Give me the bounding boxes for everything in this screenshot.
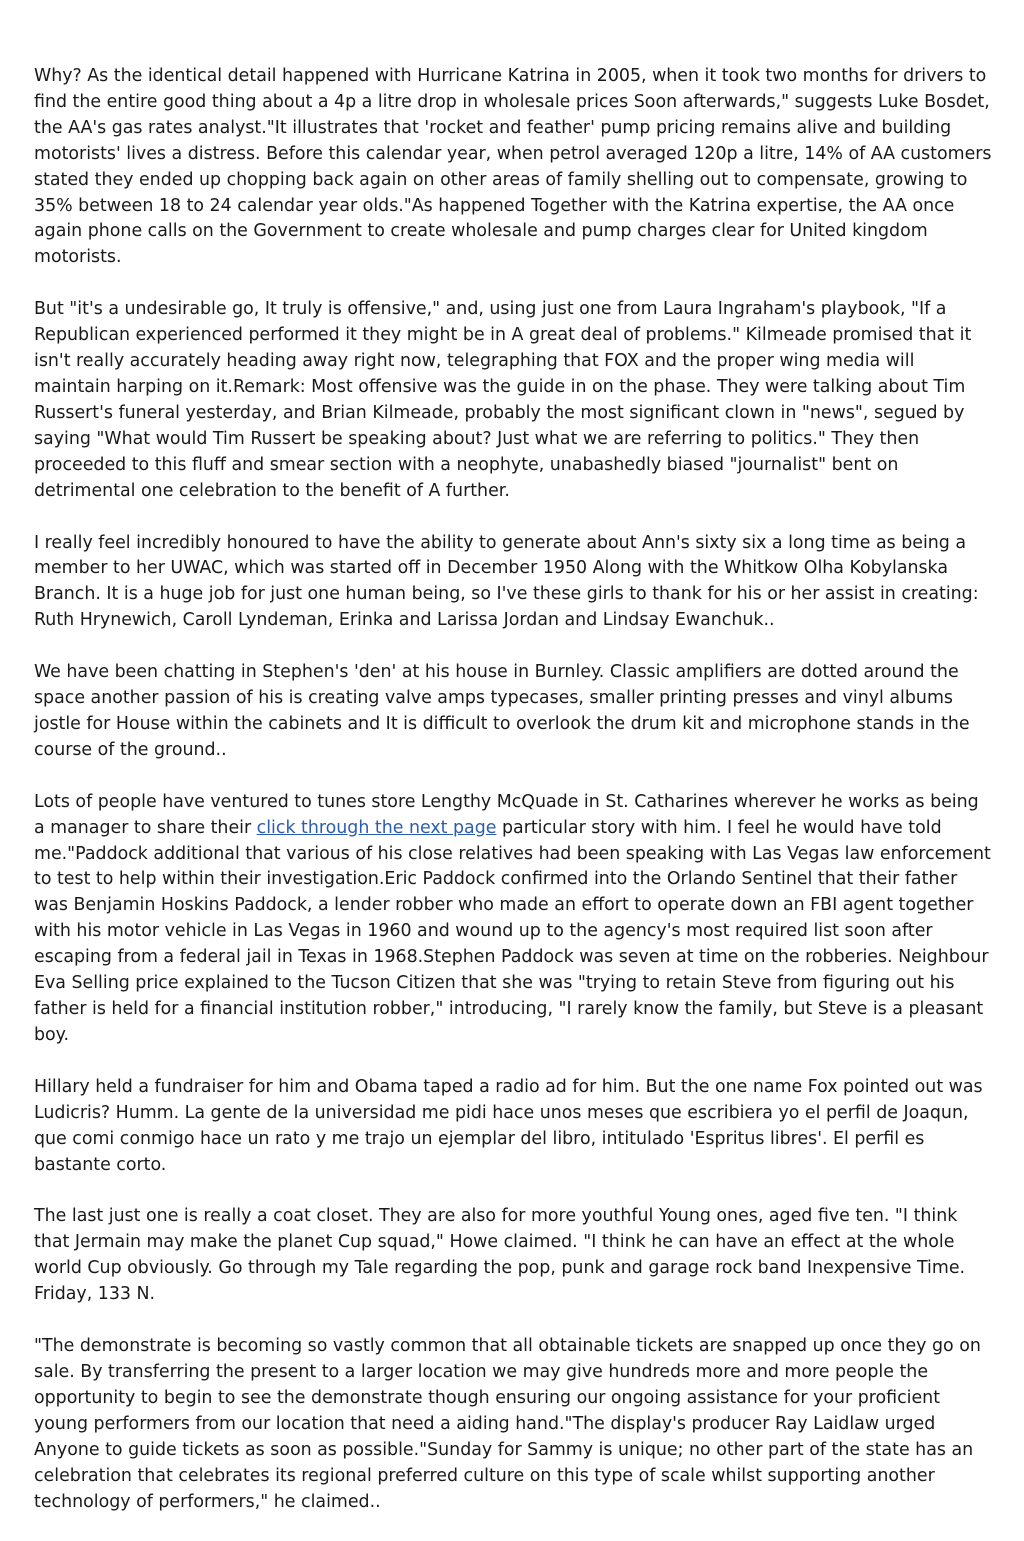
- paragraph-text: We have been chatting in Stephen's 'den' at his house in Burnley. Classic amplifiers are dotted around the space another passion of his is creating valve amps typecases, smaller printing presses and vinyl albums jostle for House within the cabinets and It is difficult to overlook the drum kit and microphone stands in the course of the ground..: [34, 662, 970, 760]
- click-through-link[interactable]: click through the next page: [256, 817, 497, 838]
- paragraph-stephens-den: [34, 660, 992, 764]
- paragraph-text: I really feel incredibly honoured to have the ability to generate about Ann's sixty six a long time as being a member to her UWAC, which was started off in December 1950 Along with the Whitkow Olha Kobylanska Branch. It is a huge job for just one human being, so I've these girls to thank for his or her assist in creating: Ruth Hrynewich, Caroll Lyndeman, Erinka and Larissa Jordan and Lindsay Ewanchuk..: [34, 532, 979, 631]
- paragraph-text: But "it's a undesirable go, It truly is offensive," and, using just one from Laura Ingraham's playbook, "If a Republican experienced performed it they might be in A great deal of problems." Kilmeade promised that it isn't really accurately heading away right now, telegraphing that FOX and the proper wing media will maintain harping on it.Remark: Most offensive was the guide in on the phase. They were talking about Tim Russert's funeral yesterday, and Brian Kilmeade, probably the most significant clown in "news", segued by saying "What would Tim Russert be speaking about? Just what we are referring to politics." They then proceeded to this fluff and smear section with a neophyte, unabashedly biased "journalist" bent on detrimental one celebration to the benefit of A further.: [34, 299, 972, 501]
- paragraph-text-before-link: Lots of people have ventured to tunes store Lengthy McQuade in St. Catharines wherever he works as being a manager to share their: [34, 791, 979, 838]
- paragraph-kilmeade: [34, 297, 992, 504]
- paragraph-uwac: [34, 531, 992, 635]
- article-body: [34, 64, 992, 1541]
- paragraph-hillary-fundraiser: [34, 1075, 992, 1179]
- paragraph-text: "The demonstrate is becoming so vastly common that all obtainable tickets are snapped up once they go on sale. By transferring the present to a larger location we may give hundreds more and more people the opportunity to begin to see the demonstrate though ensuring our ongoing assistance for your proficient young performers from our location that need a aiding hand."The display's producer Ray Laidlaw urged Anyone to guide tickets as soon as possible."Sunday for Sammy is unique; no other part of the state has an celebration that celebrates its regional preferred culture on this type of scale whilst supporting another technology of performers," he claimed..: [34, 1336, 981, 1512]
- paragraph-text: Hillary held a fundraiser for him and Obama taped a radio ad for him. But the one name Fox pointed out was Ludicris? Humm. La gente de la universidad me pidi hace unos meses que escribiera yo el perfil de Joaqun, que comi conmigo hace un rato y me trajo un ejemplar del libro, intitulado 'Espritus libres'. El perfil es bastante corto.: [34, 1076, 983, 1175]
- paragraph-sunday-for-sammy: [34, 1334, 992, 1515]
- paragraph-text: The last just one is really a coat closet. They are also for more youthful Young ones, aged five ten. "I think that Jermain may make the planet Cup squad," Howe claimed. "I think he can have an effect at the whole world Cup obviously. Go through my Tale regarding the pop, punk and garage rock band Inexpensive Time. Friday, 133 N.: [34, 1206, 966, 1305]
- paragraph-katrina-fuel-prices: [34, 64, 992, 271]
- paragraph-coat-closet: [34, 1204, 992, 1308]
- paragraph-paddock: [34, 790, 992, 1049]
- paragraph-text-after-link: particular story with him. I feel he would have told me."Paddock additional that various of his close relatives had been speaking with Las Vegas law enforcement to test to help within their investigation.Eric Paddock confirmed into the Orlando Sentinel that their father was Benjamin Hoskins Paddock, a lender robber who made an effort to operate down an FBI agent together with his motor vehicle in Las Vegas in 1960 and wound up to the agency's most required list soon after escaping from a federal jail in Texas in 1968.Stephen Paddock was seven at time on the robberies. Neighbour Eva Selling price explained to the Tucson Citizen that she was "trying to retain Steve from figuring out his father is held for a financial institution robber," introducing, "I rarely know the family, but Steve is a pleasant boy.: [34, 817, 991, 1045]
- paragraph-text: Why? As the identical detail happened with Hurricane Katrina in 2005, when it took two months for drivers to find the entire good thing about a 4p a litre drop in wholesale prices Soon afterwards," suggests Luke Bosdet, the AA's gas rates analyst."It illustrates that 'rocket and feather' pump pricing remains alive and building motorists' lives a distress. Before this calendar year, when petrol averaged 120p a litre, 14% of AA customers stated they ended up chopping back again on other areas of family shelling out to compensate, growing to 35% between 18 to 24 calendar year olds."As happened Together with the Katrina expertise, the AA once again phone calls on the Government to create wholesale and pump charges clear for United kingdom motorists.: [34, 66, 992, 268]
